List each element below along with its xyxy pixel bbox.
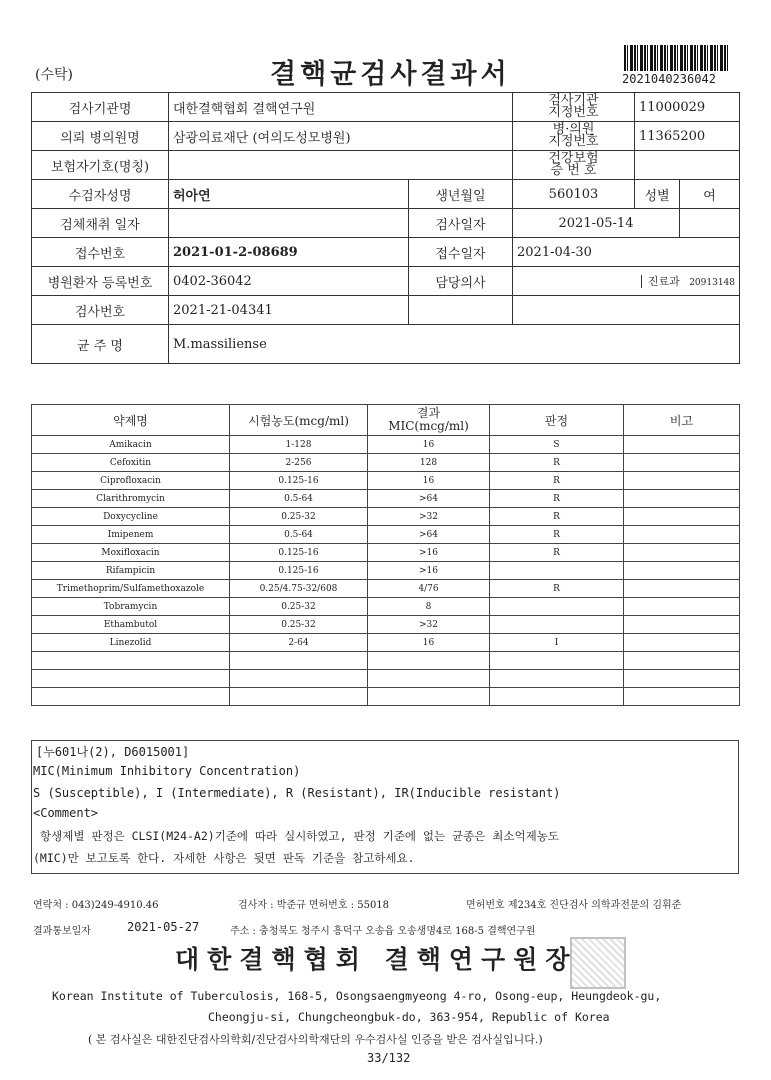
sex-label: 성별: [635, 180, 680, 209]
page-number: 33/132: [367, 1051, 411, 1065]
table-row: Amikacin 1-128 16 S: [32, 436, 740, 454]
test-no: 2021-21-04341: [169, 296, 409, 325]
barcode-number: 2021040236042: [622, 72, 716, 86]
hospital-name: 삼광의료재단 (여의도성모병원): [169, 122, 513, 151]
test-date: 2021-05-14: [513, 209, 680, 238]
reg-no-label: 병원환자 등록번호: [32, 267, 169, 296]
test-date-label: 검사일자: [409, 209, 513, 238]
notes-line-4: 항생제별 판정은 CLSI(M24-A2)기준에 따라 실시하였고, 판정 기준에 없는 균종은 최소억제농도: [40, 829, 559, 843]
col-note: 비고: [624, 405, 740, 436]
table-row-empty: [32, 670, 740, 688]
col-interp: 판정: [490, 405, 624, 436]
receipt-date-label: 접수일자: [409, 238, 513, 267]
english-address-2: Cheongju-si, Chungcheongbuk-do, 363-954, Republic of Korea: [208, 1010, 610, 1024]
col-mic: 결과 MIC(mcg/ml): [368, 405, 490, 436]
notes-line-1: MIC(Minimum Inhibitory Concentration): [33, 764, 301, 778]
insured-label: 보험자기호(명칭): [32, 151, 169, 180]
sex: 여: [680, 180, 740, 209]
col-range: 시험농도(mcg/ml): [230, 405, 368, 436]
notes-code: [누601나(2), D6015001]: [36, 745, 190, 759]
hospital-id: 11365200: [635, 122, 740, 151]
table-row: Clarithromycin 0.5-64 >64 R: [32, 490, 740, 508]
table-row: Ciprofloxacin 0.125-16 16 R: [32, 472, 740, 490]
hospital-id-label: 병·의원 지정번호: [513, 122, 635, 151]
address: 주소 : 충청북도 청주시 흥덕구 오송읍 오송생명4로 168-5 결핵연구원: [230, 926, 536, 937]
receipt-no-label: 접수번호: [32, 238, 169, 267]
col-drug: 약제명: [32, 405, 230, 436]
official-seal: [570, 937, 626, 989]
reg-no: 0402-36042: [169, 267, 409, 296]
lab-id-label: 검사기관 지정번호: [513, 93, 635, 122]
hospital-label: 의뢰 병의원명: [32, 122, 169, 151]
table-row: Doxycycline 0.25-32 >32 R: [32, 508, 740, 526]
dob: 560103: [513, 180, 635, 209]
receipt-date: 2021-04-30: [513, 238, 740, 267]
lab-id: 11000029: [635, 93, 740, 122]
species: M.massiliense: [169, 325, 740, 364]
table-row: Moxifloxacin 0.125-16 >16 R: [32, 544, 740, 562]
contact-info: 연락처 : 043)249-4910.46: [33, 900, 159, 911]
table-row: Tobramycin 0.25-32 8: [32, 598, 740, 616]
table-row: Trimethoprim/Sulfamethoxazole 0.25/4.75-32/608 4/76 R: [32, 580, 740, 598]
institute-name: 대한결핵협회 결핵연구원장: [175, 945, 578, 974]
lab-name: 대한결핵협회 결핵연구원: [169, 93, 513, 122]
table-row: Rifampicin 0.125-16 >16: [32, 562, 740, 580]
table-row: Cefoxitin 2-256 128 R: [32, 454, 740, 472]
table-row: Ethambutol 0.25-32 >32: [32, 616, 740, 634]
collect-date-label: 검체채취 일자: [32, 209, 169, 238]
insurance-card-label: 건강보험 증 번 호: [513, 151, 635, 180]
english-address-1: Korean Institute of Tuberculosis, 168-5, Osongsaengmyeong 4-ro, Osong-eup, Heungdeok-gu,: [52, 989, 662, 1003]
page-title: 결핵균검사결과서: [270, 59, 511, 90]
notes-line-5: (MIC)만 보고토록 한다. 자세한 사항은 뒷면 판독 기준을 참고하세요.: [33, 851, 415, 865]
receipt-no: 2021-01-2-08689: [169, 238, 409, 267]
dept-code: 20913148: [689, 278, 736, 288]
report-date: 2021-05-27: [127, 920, 200, 934]
examiner-info: 검사자 : 박준규 면허번호 : 55018: [238, 900, 390, 911]
stamp-label: (수탁): [35, 67, 73, 83]
dept-cell: [513, 267, 740, 296]
table-row: Imipenem 0.5-64 >64 R: [32, 526, 740, 544]
patient-name: 허아연: [169, 180, 409, 209]
patient-info-table: [31, 92, 740, 364]
doctor-label: 담당의사: [409, 267, 513, 296]
dept-label: 진료과: [641, 275, 686, 288]
species-label: 균 주 명: [32, 325, 169, 364]
notes-line-2: S (Susceptible), I (Intermediate), R (Resistant), IR(Inducible resistant): [33, 786, 561, 800]
test-no-label: 검사번호: [32, 296, 169, 325]
table-row-empty: [32, 688, 740, 706]
patient-name-label: 수검자성명: [32, 180, 169, 209]
certification-note: ( 본 검사실은 대한진단검사의학회/진단검사의학재단의 우수검사실 인증을 받은 검사실입니다.): [88, 1033, 543, 1046]
table-row-empty: [32, 652, 740, 670]
lab-name-label: 검사기관명: [32, 93, 169, 122]
notes-line-3: <Comment>: [33, 806, 99, 820]
table-row: Linezolid 2-64 16 I: [32, 634, 740, 652]
license-info: 면허번호 제234호 진단검사 의학과전문의 김휘준: [466, 900, 682, 911]
dob-label: 생년월일: [409, 180, 513, 209]
report-date-label: 결과통보일자: [33, 926, 91, 937]
barcode: [624, 45, 730, 71]
susceptibility-table: [31, 404, 740, 706]
